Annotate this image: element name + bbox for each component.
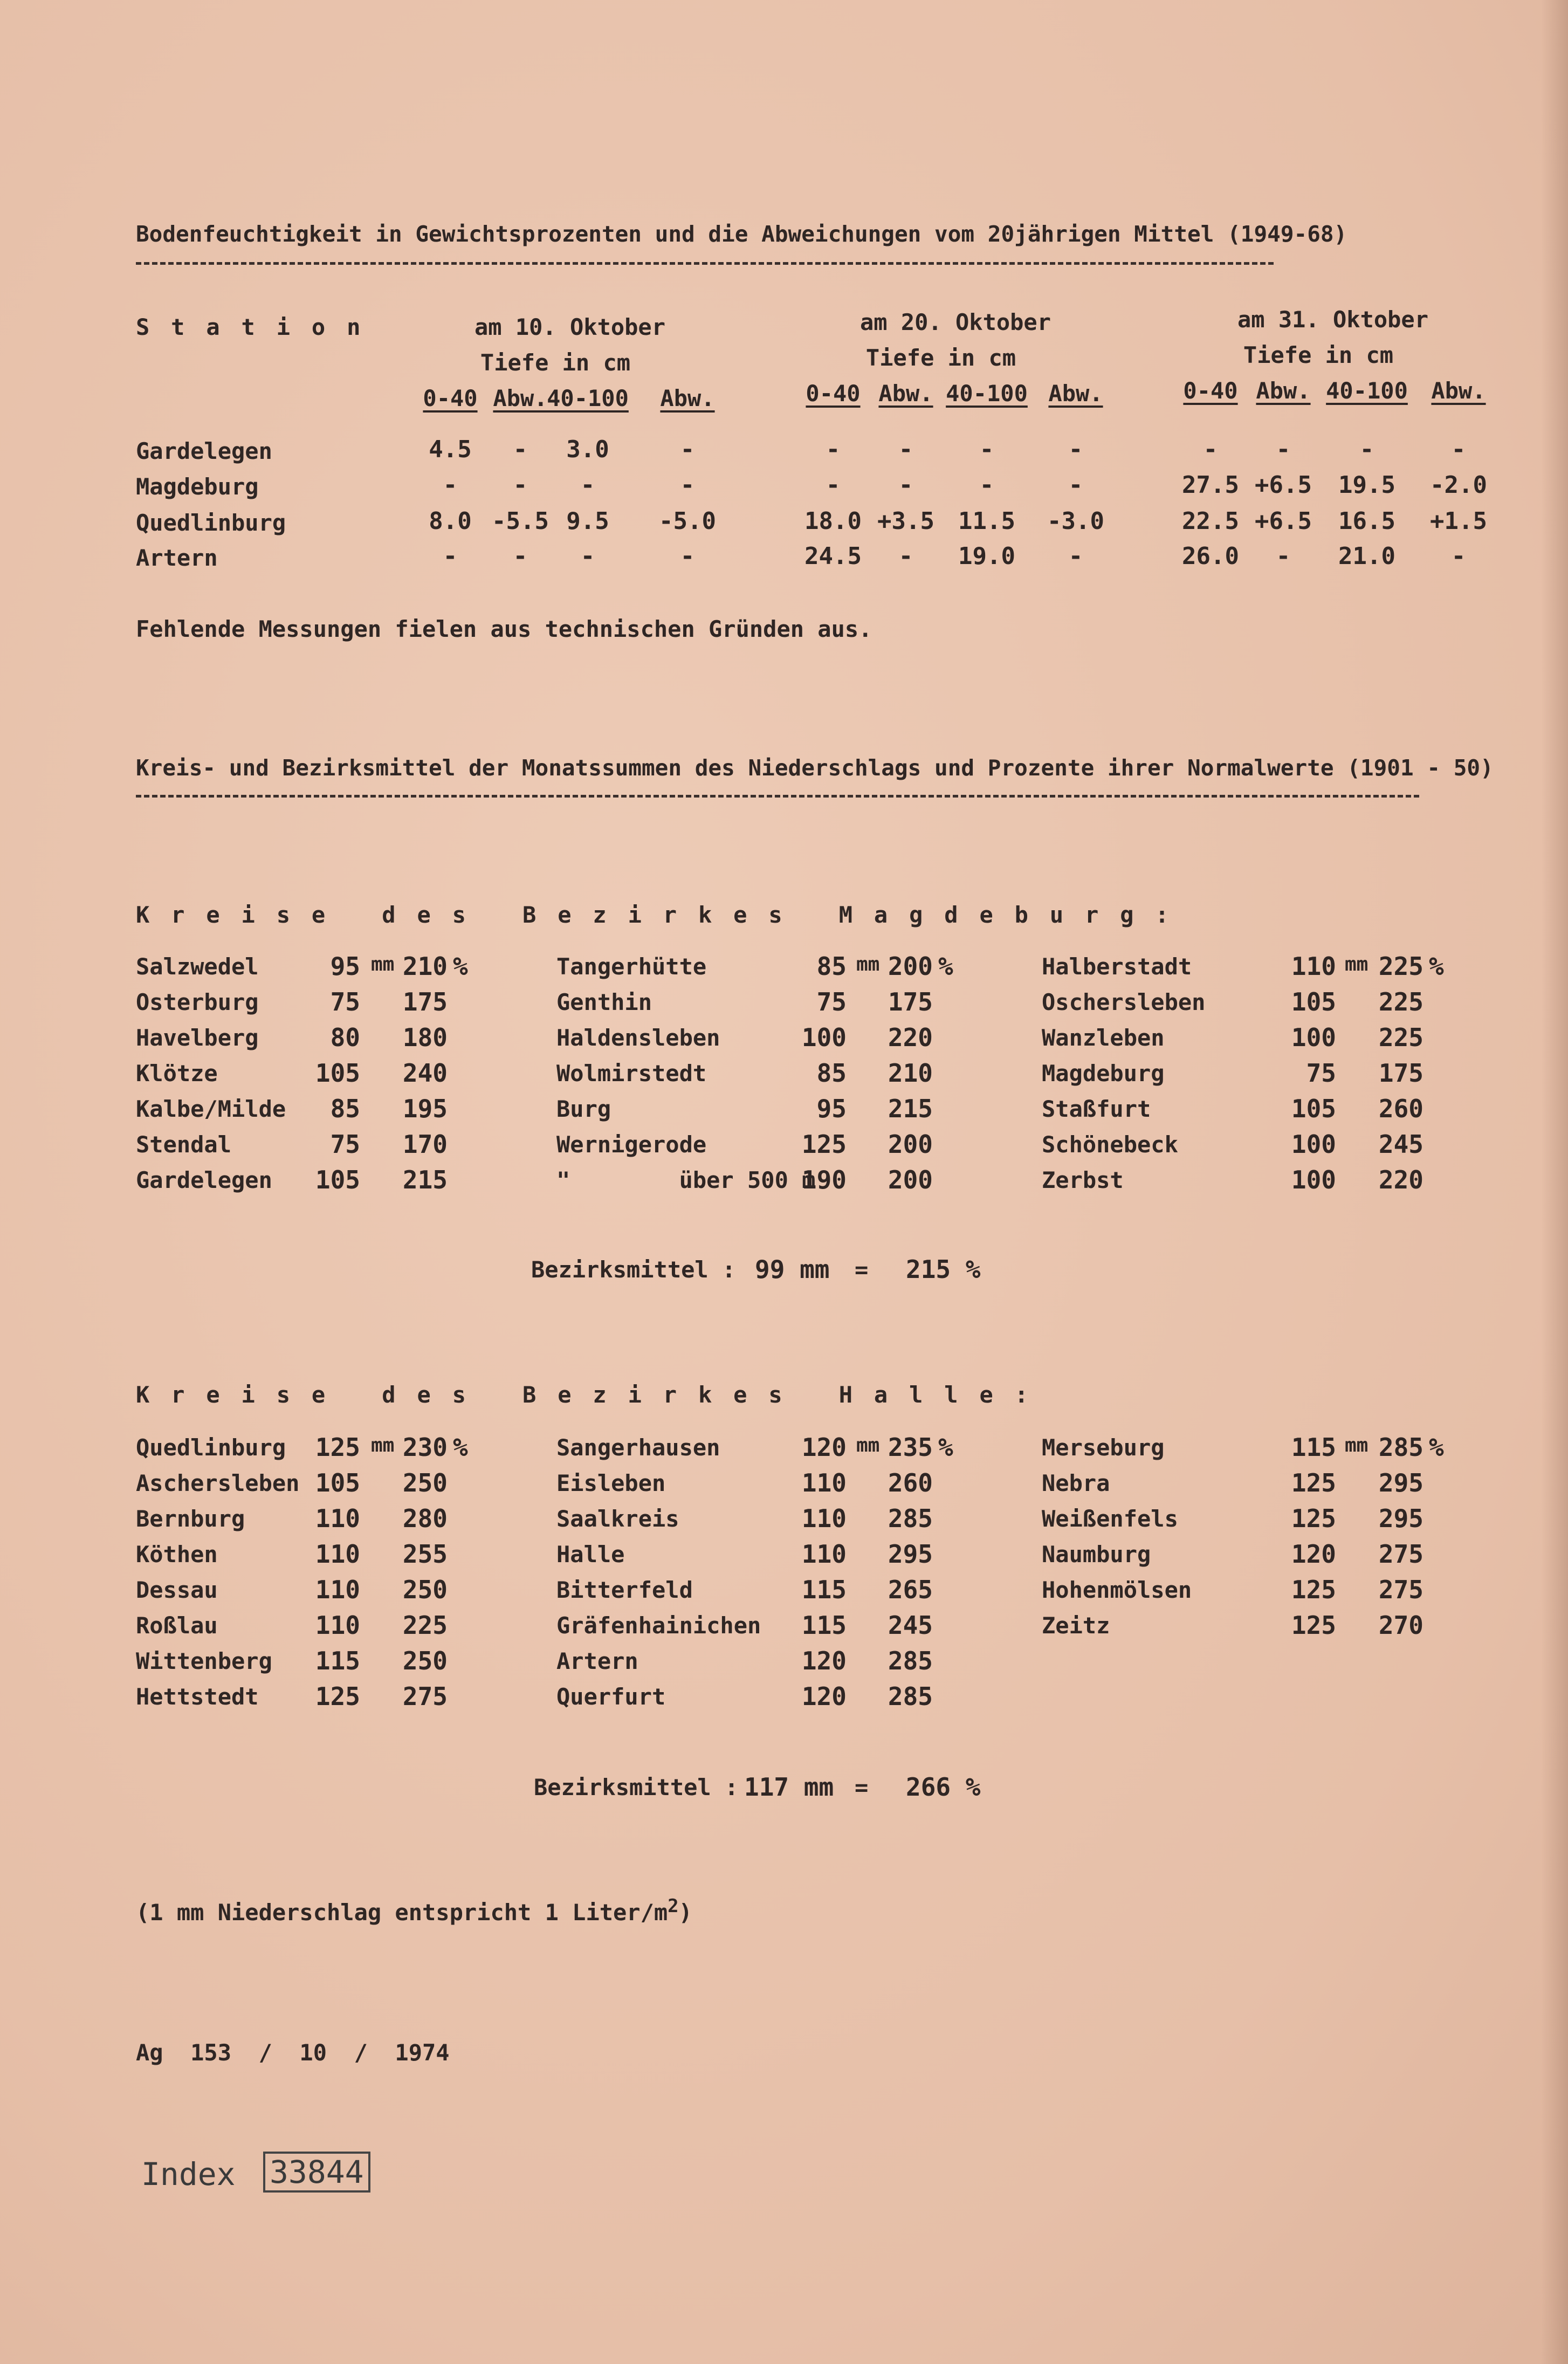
soil-value: -	[1451, 436, 1466, 463]
precip-percent: 275	[1378, 1575, 1423, 1604]
district-name: Wernigerode	[556, 1131, 707, 1158]
soil-note: Fehlende Messungen fielen aus technischen Gründen aus.	[136, 616, 872, 642]
soil-value: -	[580, 542, 595, 570]
magdeburg-heading: Kreise des Bezirkes Magdeburg:	[136, 902, 1191, 928]
soil-value: 11.5	[958, 507, 1015, 535]
subcolumn-header: 40-100	[946, 380, 1028, 407]
mm-unit: mm	[856, 953, 880, 975]
precip-percent: 200	[888, 952, 933, 981]
precip-percent: 225	[1378, 1023, 1423, 1052]
precip-percent: 250	[402, 1468, 448, 1497]
precip-percent: 220	[888, 1023, 933, 1052]
district-name: Zerbst	[1042, 1167, 1124, 1193]
precip-mm: 110	[315, 1575, 360, 1604]
district-name: Kalbe/Milde	[136, 1096, 286, 1122]
soil-value: +1.5	[1430, 507, 1487, 535]
precip-percent: 245	[1378, 1130, 1423, 1159]
depth-header: Tiefe in cm	[1243, 342, 1394, 368]
soil-value: -	[513, 542, 528, 570]
district-name: Querfurt	[556, 1683, 666, 1710]
soil-value: -5.5	[492, 507, 549, 535]
district-name: Dessau	[136, 1577, 218, 1603]
precip-mm: 100	[1291, 1023, 1336, 1052]
soil-value: -	[979, 436, 994, 463]
soil-value: -	[513, 471, 528, 499]
district-name: Staßfurt	[1042, 1096, 1151, 1122]
mm-unit: mm	[1345, 1434, 1368, 1456]
index-label: Index	[141, 2156, 236, 2193]
soil-value: -	[443, 471, 458, 499]
district-name: Bernburg	[136, 1506, 245, 1532]
depth-header: Tiefe in cm	[480, 349, 631, 376]
district-name: Burg	[556, 1096, 611, 1122]
district-name: Bitterfeld	[556, 1577, 693, 1603]
station-name: Gardelegen	[136, 438, 272, 464]
district-name: Schönebeck	[1042, 1131, 1178, 1158]
precip-mm: 95	[330, 952, 360, 981]
subcolumn-header: Abw.	[493, 385, 548, 411]
soil-value: +3.5	[877, 507, 934, 535]
precip-mm: 105	[1291, 1094, 1336, 1123]
precip-mm: 100	[801, 1023, 847, 1052]
precip-mm: 125	[1291, 1611, 1336, 1640]
district-name: Halle	[556, 1541, 625, 1568]
precip-mm: 115	[1291, 1433, 1336, 1462]
station-name: Artern	[136, 545, 218, 571]
district-name: Haldensleben	[556, 1025, 720, 1051]
precip-mm: 100	[1291, 1130, 1336, 1159]
soil-value: -	[1068, 436, 1083, 463]
soil-value: -	[1276, 436, 1291, 463]
halle-mean-pct: 266 %	[906, 1772, 981, 1802]
precip-percent: 210	[402, 952, 448, 981]
district-name: Saalkreis	[556, 1506, 679, 1532]
precip-percent: 210	[888, 1059, 933, 1088]
soil-value: 8.0	[429, 507, 472, 535]
district-name: Hettstedt	[136, 1683, 259, 1710]
district-name: Gardelegen	[136, 1167, 272, 1193]
precip-percent: 280	[402, 1504, 448, 1533]
soil-value: 21.0	[1338, 542, 1395, 570]
district-name: Wolmirstedt	[556, 1060, 707, 1087]
subcolumn-header: 0-40	[1183, 377, 1238, 404]
precip-percent: 225	[1378, 987, 1423, 1016]
district-name: Osterburg	[136, 989, 259, 1015]
district-name: Genthin	[556, 989, 652, 1015]
precip-percent: 285	[1378, 1433, 1423, 1462]
precip-mm: 125	[315, 1682, 360, 1711]
precip-percent: 175	[888, 987, 933, 1016]
soil-value: -	[979, 471, 994, 499]
precip-mm: 110	[1291, 952, 1336, 981]
precip-percent: 180	[402, 1023, 448, 1052]
soil-value: 3.0	[566, 436, 609, 463]
district-name: Sangerhausen	[556, 1434, 720, 1461]
soil-value: -	[1068, 542, 1083, 570]
district-name: Wanzleben	[1042, 1025, 1165, 1051]
soil-value: -	[1203, 436, 1218, 463]
soil-value: 26.0	[1182, 542, 1239, 570]
district-name: Magdeburg	[1042, 1060, 1165, 1087]
soil-value: 9.5	[566, 507, 609, 535]
precip-mm: 85	[816, 1059, 847, 1088]
precip-mm: 75	[816, 987, 847, 1016]
page-edge	[1541, 0, 1568, 2364]
station-name: Quedlinburg	[136, 510, 286, 536]
percent-sign: %	[938, 952, 953, 981]
district-name: Artern	[556, 1648, 638, 1674]
halle-mean-eq: =	[855, 1774, 869, 1801]
soil-value: 27.5	[1182, 471, 1239, 499]
precip-footnote	[136, 1895, 692, 1926]
percent-sign: %	[1429, 952, 1444, 981]
soil-value: -	[1359, 436, 1374, 463]
precip-percent: 225	[1378, 952, 1423, 981]
precip-mm: 120	[801, 1646, 847, 1675]
percent-sign: %	[1429, 1433, 1444, 1462]
precip-mm: 105	[315, 1059, 360, 1088]
precip-percent: 175	[402, 987, 448, 1016]
reference-number: Ag 153 / 10 / 1974	[136, 2039, 450, 2066]
subcolumn-header: Abw.	[878, 380, 933, 407]
soil-value: 19.0	[958, 542, 1015, 570]
district-name: Eisleben	[556, 1470, 666, 1496]
precip-mm: 105	[315, 1468, 360, 1497]
soil-value: -	[826, 436, 841, 463]
subcolumn-header: 40-100	[547, 385, 629, 411]
soil-value: -	[1451, 542, 1466, 570]
precip-mm: 110	[801, 1540, 847, 1569]
precip-mm: 75	[330, 987, 360, 1016]
precip-percent: 275	[1378, 1540, 1423, 1569]
soil-value: 4.5	[429, 436, 472, 463]
precip-percent: 230	[402, 1433, 448, 1462]
district-name: Oschersleben	[1042, 989, 1206, 1015]
precip-mm: 110	[315, 1504, 360, 1533]
precip-percent: 285	[888, 1682, 933, 1711]
date-header: am 20. Oktober	[860, 309, 1051, 335]
soil-value: -	[1068, 471, 1083, 499]
footnote-superscript: 2	[668, 1895, 679, 1917]
soil-value: 18.0	[804, 507, 862, 535]
district-name: Klötze	[136, 1060, 218, 1087]
soil-value: 22.5	[1182, 507, 1239, 535]
soil-value: -	[580, 471, 595, 499]
precip-percent: 200	[888, 1165, 933, 1194]
soil-value: -	[1276, 542, 1291, 570]
precip-percent: 285	[888, 1504, 933, 1533]
magdeburg-mean-pct: 215 %	[906, 1255, 981, 1284]
date-header: am 10. Oktober	[474, 314, 666, 340]
mm-unit: mm	[1345, 953, 1368, 975]
soil-value: 16.5	[1338, 507, 1395, 535]
precip-percent: 200	[888, 1130, 933, 1159]
soil-title: Bodenfeuchtigkeit in Gewichtsprozenten und die Abweichungen vom 20jährigen Mittel (1949-68)	[136, 221, 1347, 247]
soil-value: -	[680, 542, 695, 570]
precip-mm: 115	[801, 1575, 847, 1604]
precip-percent: 225	[402, 1611, 448, 1640]
station-name: Magdeburg	[136, 473, 259, 500]
precip-percent: 295	[1378, 1504, 1423, 1533]
precip-percent: 240	[402, 1059, 448, 1088]
precip-percent: 245	[888, 1611, 933, 1640]
district-name: Aschersleben	[136, 1470, 300, 1496]
district-name: Hohenmölsen	[1042, 1577, 1192, 1603]
date-header: am 31. Oktober	[1237, 306, 1429, 333]
district-name: Nebra	[1042, 1470, 1110, 1496]
precip-mm: 80	[330, 1023, 360, 1052]
district-name: Gräfenhainichen	[556, 1612, 761, 1639]
precip-percent: 215	[402, 1165, 448, 1194]
soil-value: -	[513, 436, 528, 463]
precip-mm: 115	[315, 1646, 360, 1675]
precip-mm: 125	[1291, 1504, 1336, 1533]
magdeburg-mean-mm: 99 mm	[755, 1255, 830, 1284]
district-name: " über 500 m	[556, 1167, 816, 1193]
mm-unit: mm	[371, 953, 395, 975]
footnote-close: )	[678, 1899, 692, 1926]
precip-percent: 260	[888, 1468, 933, 1497]
precip-mm: 85	[330, 1094, 360, 1123]
district-name: Stendal	[136, 1131, 232, 1158]
district-name: Zeitz	[1042, 1612, 1110, 1639]
soil-value: -	[443, 542, 458, 570]
district-name: Köthen	[136, 1541, 218, 1568]
precip-mm: 105	[1291, 987, 1336, 1016]
soil-value: -	[898, 436, 913, 463]
precip-mm: 110	[801, 1504, 847, 1533]
soil-value: -	[680, 436, 695, 463]
precip-percent: 170	[402, 1130, 448, 1159]
precip-mm: 120	[801, 1682, 847, 1711]
district-name: Quedlinburg	[136, 1434, 286, 1461]
precip-percent: 295	[1378, 1468, 1423, 1497]
precip-percent: 175	[1378, 1059, 1423, 1088]
district-name: Roßlau	[136, 1612, 218, 1639]
soil-value: -	[898, 471, 913, 499]
subcolumn-header: Abw.	[660, 385, 715, 411]
magdeburg-mean-eq: =	[855, 1256, 869, 1283]
precip-mm: 110	[315, 1611, 360, 1640]
precip-mm: 75	[330, 1130, 360, 1159]
precip-percent: 260	[1378, 1094, 1423, 1123]
district-name: Wittenberg	[136, 1648, 272, 1674]
district-name: Naumburg	[1042, 1541, 1151, 1568]
precip-mm: 85	[816, 952, 847, 981]
precip-mm: 125	[315, 1433, 360, 1462]
precip-percent: 255	[402, 1540, 448, 1569]
percent-sign: %	[938, 1433, 953, 1462]
precip-title-rule	[136, 795, 1419, 798]
footnote-text: (1 mm Niederschlag entspricht 1 Liter/m	[136, 1899, 668, 1926]
precip-mm: 115	[801, 1611, 847, 1640]
soil-value: -2.0	[1430, 471, 1487, 499]
precip-mm: 125	[1291, 1575, 1336, 1604]
mm-unit: mm	[856, 1434, 880, 1456]
precip-mm: 125	[1291, 1468, 1336, 1497]
precip-percent: 215	[888, 1094, 933, 1123]
precip-percent: 250	[402, 1575, 448, 1604]
soil-value: -	[826, 471, 841, 499]
precip-mm: 105	[315, 1165, 360, 1194]
precip-mm: 110	[801, 1468, 847, 1497]
soil-value: +6.5	[1255, 471, 1312, 499]
halle-heading: Kreise des Bezirkes Halle:	[136, 1382, 1050, 1408]
subcolumn-header: 0-40	[806, 380, 861, 407]
soil-value: 24.5	[804, 542, 862, 570]
precip-percent: 285	[888, 1646, 933, 1675]
station-header: Station	[136, 314, 382, 340]
district-name: Salzwedel	[136, 953, 259, 980]
district-name: Merseburg	[1042, 1434, 1165, 1461]
halle-mean-label: Bezirksmittel :	[534, 1774, 739, 1801]
depth-header: Tiefe in cm	[865, 345, 1016, 371]
precip-mm: 100	[1291, 1165, 1336, 1194]
soil-value: +6.5	[1255, 507, 1312, 535]
precip-mm: 190	[801, 1165, 847, 1194]
precip-percent: 250	[402, 1646, 448, 1675]
precip-percent: 235	[888, 1433, 933, 1462]
soil-value: 19.5	[1338, 471, 1395, 499]
percent-sign: %	[453, 952, 468, 981]
soil-value: -3.0	[1047, 507, 1104, 535]
mm-unit: mm	[371, 1434, 395, 1456]
precip-percent: 275	[402, 1682, 448, 1711]
precip-mm: 75	[1306, 1059, 1336, 1088]
soil-title-rule	[136, 262, 1274, 265]
district-name: Weißenfels	[1042, 1506, 1178, 1532]
precip-mm: 95	[816, 1094, 847, 1123]
subcolumn-header: Abw.	[1431, 377, 1486, 404]
precip-percent: 295	[888, 1540, 933, 1569]
subcolumn-header: 0-40	[423, 385, 478, 411]
district-name: Havelberg	[136, 1025, 259, 1051]
precip-percent: 265	[888, 1575, 933, 1604]
precip-mm: 110	[315, 1540, 360, 1569]
precip-title: Kreis- und Bezirksmittel der Monatssummen des Niederschlags und Prozente ihrer Normalwerte (1901 - 50)	[136, 755, 1494, 781]
subcolumn-header: Abw.	[1048, 380, 1103, 407]
soil-value: -	[898, 542, 913, 570]
precip-percent: 195	[402, 1094, 448, 1123]
index-number-box: 33844	[263, 2152, 370, 2193]
precip-mm: 120	[801, 1433, 847, 1462]
precip-mm: 120	[1291, 1540, 1336, 1569]
precip-percent: 220	[1378, 1165, 1423, 1194]
district-name: Tangerhütte	[556, 953, 707, 980]
percent-sign: %	[453, 1433, 468, 1462]
soil-value: -	[680, 471, 695, 499]
precip-percent: 270	[1378, 1611, 1423, 1640]
subcolumn-header: 40-100	[1326, 377, 1408, 404]
soil-value: -5.0	[659, 507, 716, 535]
magdeburg-mean-label: Bezirksmittel :	[531, 1256, 736, 1283]
district-name: Halberstadt	[1042, 953, 1192, 980]
precip-mm: 125	[801, 1130, 847, 1159]
subcolumn-header: Abw.	[1256, 377, 1311, 404]
halle-mean-mm: 117 mm	[744, 1772, 834, 1802]
